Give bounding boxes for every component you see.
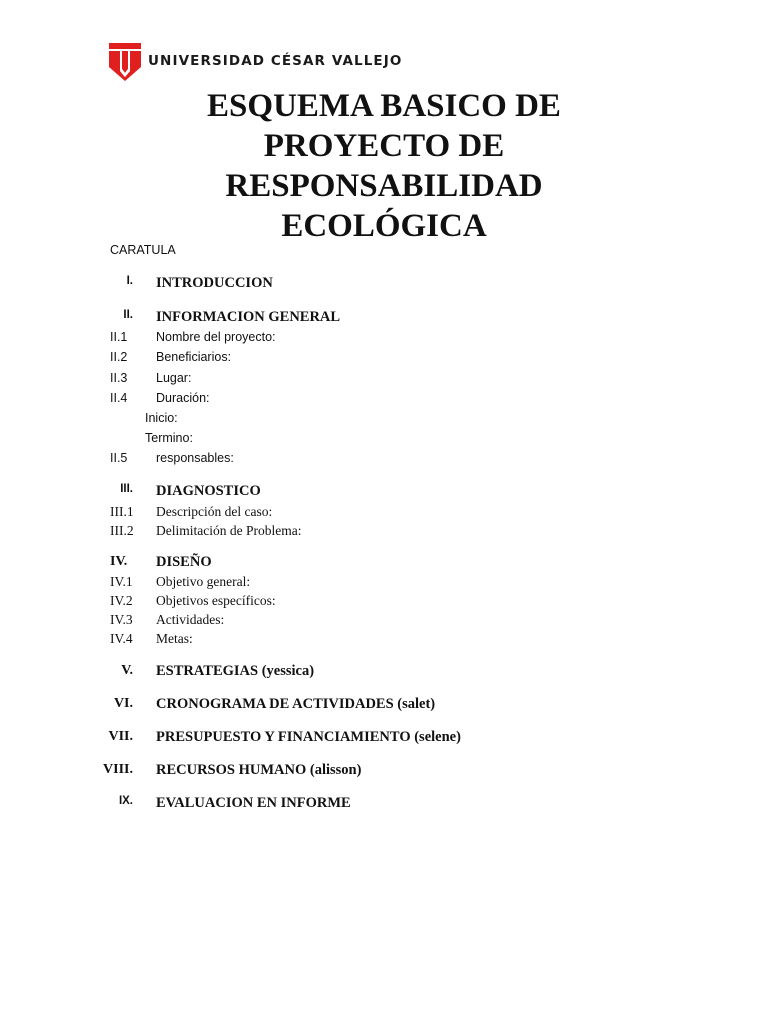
list-item	[0, 504, 768, 524]
section-informacion-general	[0, 309, 768, 329]
section-number: III.	[120, 483, 133, 495]
list-item	[0, 523, 768, 543]
section-number: VIII.	[103, 762, 133, 777]
section-number: I.	[126, 275, 133, 287]
item-label: Objetivos específicos:	[156, 593, 276, 608]
item-number: II.1	[110, 330, 128, 344]
section-title: EVALUACION EN INFORME	[156, 795, 351, 811]
section-evaluacion	[0, 795, 768, 815]
item-label: Metas:	[156, 631, 193, 646]
item-number: III.2	[110, 523, 134, 538]
section-number: IV.	[110, 554, 128, 569]
item-label: Objetivo general:	[156, 574, 251, 589]
list-item	[0, 330, 768, 350]
item-label: Duración:	[156, 391, 210, 405]
list-item	[0, 574, 768, 594]
item-label: Descripción del caso:	[156, 504, 273, 519]
item-number: II.3	[110, 371, 128, 385]
section-diseno	[0, 554, 768, 574]
list-item	[0, 350, 768, 370]
list-item	[0, 391, 768, 411]
section-title: CRONOGRAMA DE ACTIVIDADES (salet)	[156, 696, 436, 712]
item-number: IV.1	[110, 574, 133, 589]
section-number: V.	[121, 663, 133, 678]
list-item	[0, 451, 768, 471]
section-cronograma	[0, 696, 768, 716]
item-number: IV.4	[110, 631, 133, 646]
item-label: Nombre del proyecto:	[156, 330, 276, 344]
university-logo	[108, 41, 402, 81]
section-number: VI.	[113, 696, 133, 711]
section-number: IX.	[118, 795, 133, 807]
item-label: Delimitación de Problema:	[156, 523, 302, 538]
section-presupuesto	[0, 729, 768, 749]
document-title	[0, 86, 768, 246]
section-title: DIAGNOSTICO	[156, 483, 261, 499]
title-line: RESPONSABILIDAD	[225, 168, 543, 204]
list-item	[0, 631, 768, 651]
item-number: IV.3	[110, 612, 133, 627]
section-number: II.	[123, 309, 133, 321]
item-number: II.4	[110, 391, 128, 405]
section-recursos-humano	[0, 762, 768, 782]
item-label: Lugar:	[156, 371, 192, 385]
section-title: DISEÑO	[156, 554, 212, 570]
item-number: IV.2	[110, 593, 133, 608]
list-item	[0, 612, 768, 632]
ucv-shield-logo-icon	[108, 41, 142, 81]
item-number: II.5	[110, 451, 128, 465]
section-title: PRESUPUESTO Y FINANCIAMIENTO (selene)	[156, 729, 461, 745]
title-line: ECOLÓGICA	[281, 208, 487, 244]
section-title: INFORMACION GENERAL	[156, 309, 341, 325]
section-diagnostico	[0, 483, 768, 503]
termino-label: Termino:	[145, 431, 193, 445]
item-label: Beneficiarios:	[156, 350, 232, 364]
list-item	[0, 593, 768, 613]
section-introduccion	[0, 275, 768, 295]
section-title: INTRODUCCION	[156, 275, 273, 291]
section-title: RECURSOS HUMANO (alisson)	[156, 762, 362, 778]
university-name: UNIVERSIDAD CÉSAR VALLEJO	[148, 53, 403, 69]
inicio-label: Inicio:	[145, 411, 178, 425]
item-number: II.2	[110, 350, 128, 364]
caratula-label: CARATULA	[110, 243, 176, 257]
list-item	[0, 371, 768, 391]
title-line: ESQUEMA BASICO DE	[207, 88, 561, 124]
item-number: III.1	[110, 504, 134, 519]
section-estrategias	[0, 663, 768, 683]
section-title: ESTRATEGIAS (yessica)	[156, 663, 315, 679]
item-label: responsables:	[156, 451, 234, 465]
title-line: PROYECTO DE	[263, 128, 505, 164]
section-number: VII.	[108, 729, 133, 744]
item-label: Actividades:	[156, 612, 225, 627]
